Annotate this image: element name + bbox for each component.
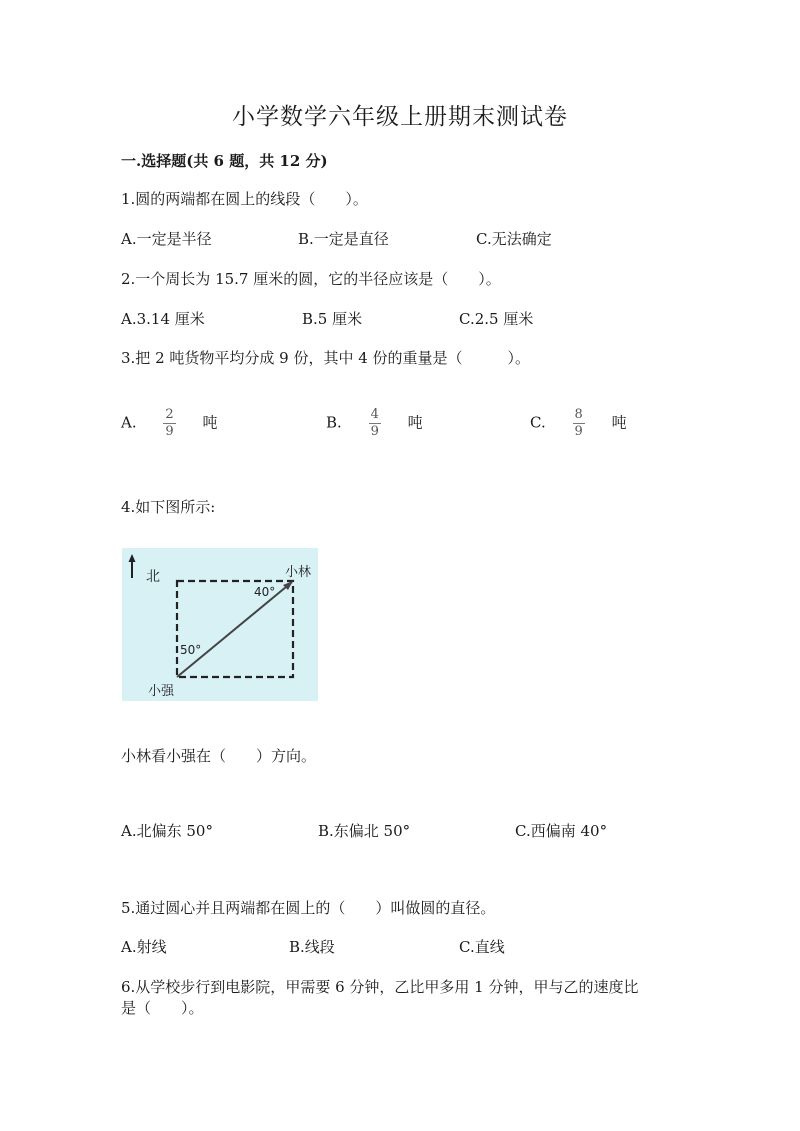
angle-label-bottom: 50°	[180, 643, 202, 657]
question-2: 2.一个周长为 15.7 厘米的圆，它的半径应该是（ ）。	[121, 270, 501, 288]
section-heading: 一.选择题(共 6 题，共 12 分)	[121, 152, 328, 170]
north-label: 北	[146, 569, 160, 585]
q3-option-a	[121, 408, 217, 439]
question-6-line-2: 是（ ）。	[121, 999, 204, 1017]
question-3: 3.把 2 吨货物平均分成 9 份，其中 4 份的重量是（ ）。	[121, 349, 531, 367]
q4-option-a: A.北偏东 50°	[121, 822, 213, 840]
question-6-line-1: 6.从学校步行到电影院，甲需要 6 分钟，乙比甲多用 1 分钟，甲与乙的速度比	[121, 978, 639, 996]
fraction-numerator: 2	[165, 407, 174, 422]
q1-option-a: A.一定是半径	[121, 230, 212, 248]
option-letter: A.	[121, 413, 137, 432]
q5-option-b: B.线段	[289, 938, 335, 956]
fraction-denominator: 9	[165, 424, 174, 439]
option-letter: C.	[530, 413, 546, 432]
q3-option-b	[326, 408, 423, 439]
question-5: 5.通过圆心并且两端都在圆上的（ ）叫做圆的直径。	[121, 899, 496, 917]
q2-option-a: A.3.14 厘米	[121, 310, 205, 328]
q2-option-c: C.2.5 厘米	[459, 310, 534, 328]
q1-option-b: B.一定是直径	[298, 230, 389, 248]
fraction-denominator: 9	[574, 424, 583, 439]
angle-label-top: 40°	[254, 585, 276, 599]
unit-label: 吨	[611, 413, 627, 432]
unit-label: 吨	[202, 413, 218, 432]
q4-option-c: C.西偏南 40°	[515, 822, 608, 840]
unit-label: 吨	[407, 413, 423, 432]
question-4-prompt: 小林看小强在（ ）方向。	[121, 747, 317, 765]
direction-diagram	[122, 548, 318, 701]
q1-option-c: C.无法确定	[476, 230, 552, 248]
q4-option-b: B.东偏北 50°	[318, 822, 411, 840]
fraction-numerator: 8	[574, 407, 583, 422]
q2-option-b: B.5 厘米	[302, 310, 363, 328]
q3-option-c	[530, 408, 627, 439]
fraction-denominator: 9	[370, 424, 379, 439]
xiaoqiang-label: 小强	[148, 684, 175, 699]
question-1: 1.圆的两端都在圆上的线段（ ）。	[121, 190, 368, 208]
xiaolin-label: 小林	[285, 565, 312, 580]
fraction-numerator: 4	[370, 407, 379, 422]
q5-option-a: A.射线	[121, 938, 167, 956]
fraction	[369, 408, 381, 439]
fraction	[163, 408, 175, 439]
q5-option-c: C.直线	[459, 938, 505, 956]
page-title: 小学数学六年级上册期末测试卷	[232, 104, 568, 130]
option-letter: B.	[326, 413, 342, 432]
fraction	[573, 408, 585, 439]
question-4: 4.如下图所示:	[121, 498, 216, 516]
